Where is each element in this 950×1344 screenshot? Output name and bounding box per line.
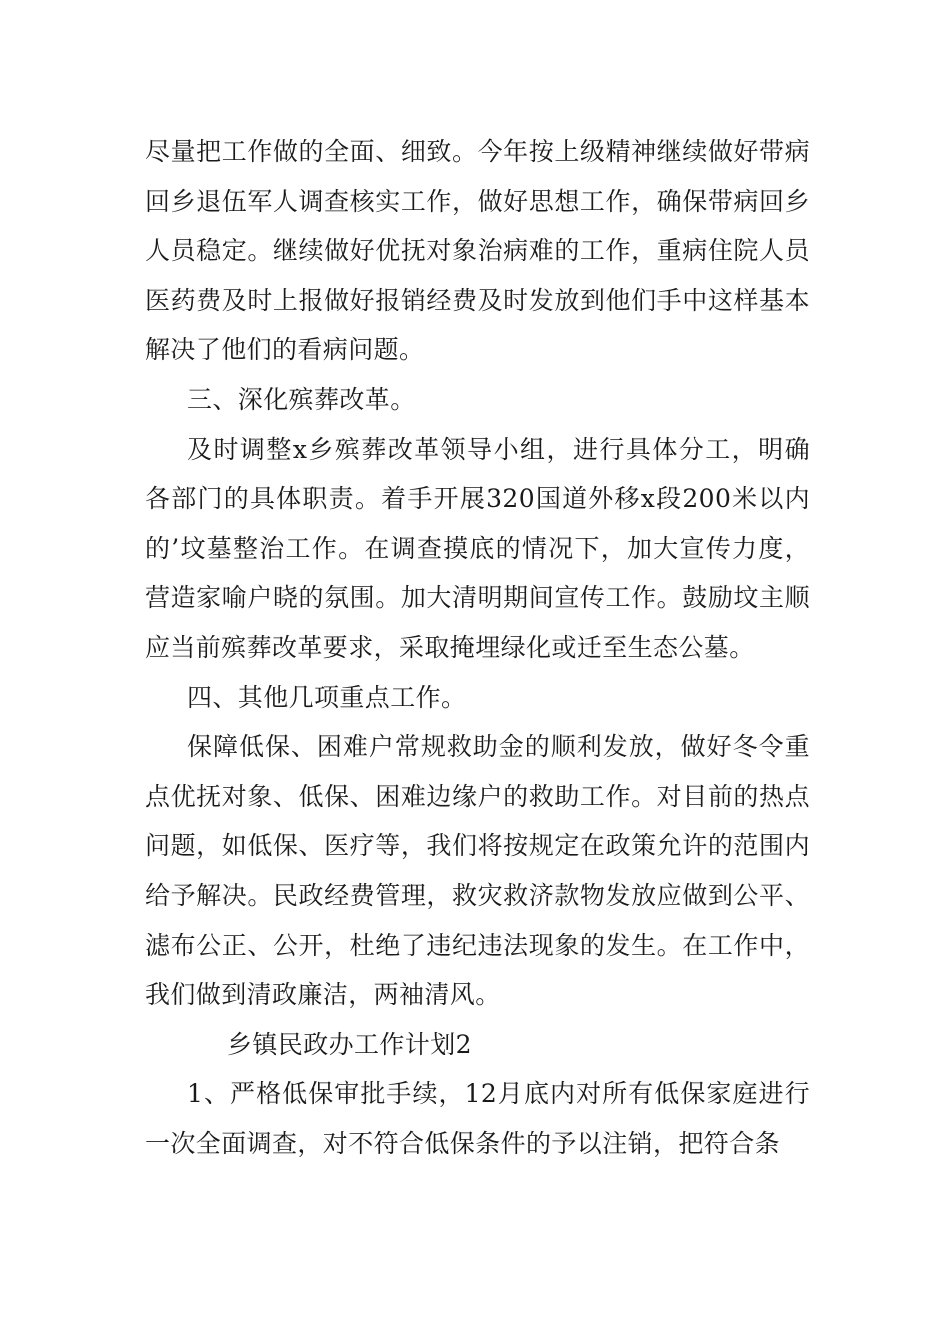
section-heading-funeral-reform: 三、深化殡葬改革。 xyxy=(187,384,416,414)
section-heading-other-work: 四、其他几项重点工作。 xyxy=(187,682,467,712)
paragraph-low-income-review: 1、严格低保审批手续，12月底内对所有低保家庭进行一次全面调查，对不符合低保条件的予以注销，把符合条 xyxy=(145,1079,810,1158)
paragraph-funeral-reform: 及时调整x乡殡葬改革领导小组，进行具体分工，明确各部门的具体职责。着手开展320国道外移x段200米以内的’坟墓整治工作。在调查摸底的情况下，加大宣传力度，营造家喻户晓的氛围。加大清明期间宣传工作。鼓励坟主顺应当前殡葬改革要求，采取掩埋绿化或迁至生态公墓。 xyxy=(145,434,810,662)
plan-title-2: 乡镇民政办工作计划2 xyxy=(227,1029,472,1059)
paragraph-other-work: 保障低保、困难户常规救助金的顺利发放，做好冬令重点优抚对象、低保、困难边缘户的救助工作。对目前的热点问题，如低保、医疗等，我们将按规定在政策允许的范围内给予解决。民政经费管理，救灾救济款物发放应做到公平、滤布公正、公开，杜绝了违纪违法现象的发生。在工作中，我们做到清政廉洁，两袖清风。 xyxy=(145,732,810,1010)
paragraph-healthcare-work: 尽量把工作做的全面、细致。今年按上级精神继续做好带病回乡退伍军人调查核实工作，做好思想工作，确保带病回乡人员稳定。继续做好优抚对象治病难的工作，重病住院人员医药费及时上报做好报销经费及时发放到他们手中这样基本解决了他们的看病问题。 xyxy=(145,137,810,365)
document-body xyxy=(145,127,810,1168)
